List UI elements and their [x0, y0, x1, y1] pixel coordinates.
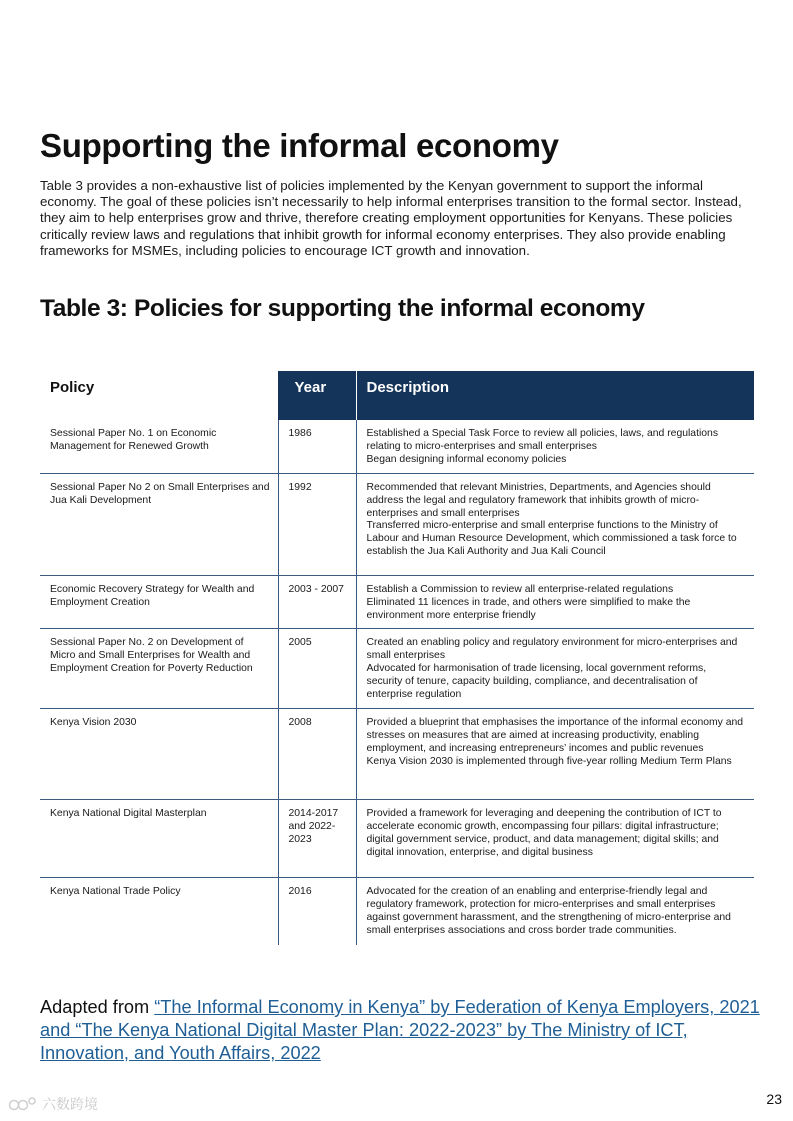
- year-cell: 2003 - 2007: [278, 575, 356, 629]
- year-cell: 2016: [278, 877, 356, 945]
- year-cell: 1986: [278, 420, 356, 473]
- header-description: Description: [356, 371, 754, 420]
- description-line: Created an enabling policy and regulatory environment for micro-enterprises and small enterprises: [366, 637, 738, 662]
- description-line: Provided a framework for leveraging and deepening the contribution of ICT to accelerate economic growth, encompassing four pillars: digital infrastructure; digital government service, product, and data management; digital skills; and digital innovation, enterprise, and digital business: [366, 807, 722, 858]
- year-cell: 2005: [278, 629, 356, 709]
- description-cell: [356, 629, 754, 709]
- table-header-row: [40, 371, 754, 420]
- source-citation: [40, 996, 760, 1065]
- description-line: Provided a blueprint that emphasises the importance of the informal economy and stresses on measures that are aimed at increasing productivity, enabling employment, and increasing entrepreneurs’ incomes and public revenues: [366, 716, 744, 754]
- description-cell: [356, 473, 754, 575]
- description-cell: [356, 877, 754, 945]
- table-row: [40, 708, 754, 799]
- year-cell: 2014-2017 and 2022-2023: [278, 799, 356, 877]
- description-cell: [356, 799, 754, 877]
- table-row: [40, 575, 754, 629]
- year-cell: 2008: [278, 708, 356, 799]
- description-line: Eliminated 11 licences in trade, and others were simplified to make the environment more enterprise friendly: [366, 596, 691, 621]
- description-cell: [356, 708, 754, 799]
- policy-cell: Kenya National Digital Masterplan: [40, 799, 278, 877]
- page-title: Supporting the informal economy: [40, 127, 559, 164]
- table-row: [40, 420, 754, 473]
- header-policy: Policy: [40, 371, 278, 420]
- table-title: Table 3: Policies for supporting the informal economy: [40, 295, 645, 322]
- description-line: Established a Special Task Force to review all policies, laws, and regulations relating to micro-enterprises and small enterprises: [366, 428, 719, 452]
- description-line: Kenya Vision 2030 is implemented through five-year rolling Medium Term Plans: [366, 755, 732, 767]
- table-row: [40, 877, 754, 945]
- policy-cell: Sessional Paper No. 1 on Economic Management for Renewed Growth: [40, 420, 278, 473]
- source-prefix: Adapted from: [40, 997, 155, 1017]
- policy-cell: Kenya National Trade Policy: [50, 885, 181, 897]
- policy-cell: Kenya Vision 2030: [40, 708, 278, 799]
- description-line: Began designing informal economy policies: [366, 453, 567, 465]
- description-cell: [356, 575, 754, 629]
- watermark-logo-icon: [8, 1096, 38, 1112]
- policy-cell: Economic Recovery Strategy for Wealth and Employment Creation: [40, 575, 278, 629]
- description-line: Advocated for harmonisation of trade licensing, local government reforms, security of tenure, capacity building, compliance, and decentralisation of enterprise regulation: [366, 663, 707, 701]
- description-line: Advocated for the creation of an enabling and enterprise-friendly legal and regulatory framework, protection for micro-enterprises and small enterprises against government harassment, and the strengthening of micro-enterprise and small enterprises associations and cross border trade communities.: [366, 885, 731, 936]
- policy-cell: Sessional Paper No 2 on Small Enterprises and Jua Kali Development: [40, 473, 278, 575]
- watermark-text: 六数跨境: [42, 1096, 98, 1112]
- table-row: [40, 799, 754, 877]
- header-year: Year: [278, 371, 356, 420]
- policies-table: [40, 371, 754, 945]
- table-row: [40, 629, 754, 709]
- description-line: Transferred micro-enterprise and small enterprise functions to the Ministry of Labour and Human Resource Development, which commissioned a task force to establish the Jua Kali Authority and Jua Kali Council: [366, 520, 737, 558]
- description-cell: [356, 420, 754, 473]
- intro-paragraph: Table 3 provides a non-exhaustive list of policies implemented by the Kenyan government to support the informal economy. The goal of these policies isn’t necessarily to help informal enterprises transition to the formal sector. Instead, they aim to help enterprises grow and thrive, therefore creating employment opportunities for Kenyans. These policies critically review laws and regulations that inhibit growth for informal economy enterprises. They also provide enabling frameworks for MSMEs, including policies to encourage ICT growth and innovation.: [40, 178, 742, 258]
- table-row: [40, 473, 754, 575]
- watermark: [8, 1094, 98, 1114]
- description-line: Establish a Commission to review all enterprise-related regulations: [366, 583, 674, 595]
- page-number: 23: [766, 1091, 782, 1107]
- description-line: Recommended that relevant Ministries, Departments, and Agencies should address the legal and regulatory framework that inhibits growth of micro-enterprises and small enterprises: [366, 481, 711, 519]
- year-cell: 1992: [278, 473, 356, 575]
- source-link[interactable]: “The Informal Economy in Kenya” by Federation of Kenya Employers, 2021 and “The Kenya National Digital Master Plan: 2022-2023” by The Ministry of ICT, Innovation, and Youth Affairs, 2022: [40, 997, 760, 1063]
- policy-cell: Sessional Paper No. 2 on Development of Micro and Small Enterprises for Wealth and Employment Creation for Poverty Reduction: [40, 629, 278, 709]
